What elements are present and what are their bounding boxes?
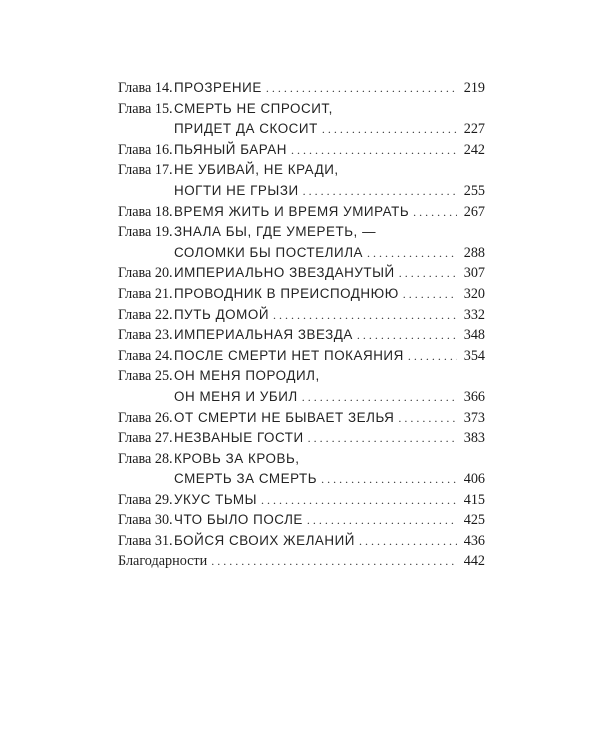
dot-leader (399, 264, 457, 284)
chapter-label: Глава 18. (118, 203, 173, 220)
page-number: 354 (463, 347, 485, 364)
page-number: 219 (463, 80, 485, 96)
chapter-title: ЧТО БЫЛО ПОСЛЕ (174, 512, 303, 528)
chapter-label: Глава 15. (118, 100, 173, 117)
chapter-title: ИМПЕРИАЛЬНО ЗВЕЗДАНУТЫЙ (174, 265, 395, 281)
chapter-label: Глава 29. (118, 491, 173, 508)
page-number: 366 (463, 388, 485, 405)
chapter-label: Глава 20. (118, 265, 173, 282)
toc-line (118, 449, 485, 470)
toc-line (118, 284, 485, 305)
dot-leader (398, 409, 457, 429)
toc-line (118, 140, 485, 161)
chapter-label: Глава 28. (118, 450, 173, 467)
toc-entry (118, 531, 485, 552)
toc-entry (118, 325, 485, 346)
dot-leader (303, 182, 457, 202)
chapter-label: Глава 26. (118, 409, 173, 426)
dot-leader (302, 388, 457, 408)
chapter-title: БОЙСЯ СВОИХ ЖЕЛАНИЙ (174, 533, 355, 549)
page-number: 383 (463, 430, 485, 447)
chapter-title: КРОВЬ ЗА КРОВЬ, (174, 450, 300, 466)
chapter-title: СМЕРТЬ ЗА СМЕРТЬ (174, 471, 318, 487)
chapter-title: СМЕРТЬ НЕ СПРОСИТ, (174, 100, 333, 116)
chapter-label: Глава 23. (118, 327, 173, 344)
toc-entry (118, 510, 485, 531)
dot-leader (413, 203, 457, 223)
toc-entry (118, 408, 485, 429)
dot-leader (308, 429, 457, 449)
toc-entry (118, 490, 485, 511)
toc-line (118, 325, 485, 346)
toc-entry-acknowledgements (118, 552, 485, 572)
chapter-title: ПРИДЕТ ДА СКОСИТ (174, 121, 318, 137)
page-number: 255 (463, 182, 485, 199)
dot-leader (367, 244, 457, 264)
chapter-title: ПУТЬ ДОМОЙ (174, 306, 269, 322)
chapter-title: ПРОЗРЕНИЕ (174, 80, 262, 95)
toc-line (118, 366, 485, 387)
chapter-title: УКУС ТЬМЫ (174, 491, 257, 507)
toc-entry (118, 222, 485, 263)
page-number: 267 (463, 203, 485, 220)
chapter-label: Глава 27. (118, 430, 173, 447)
chapter-title: ПОСЛЕ СМЕРТИ НЕТ ПОКАЯНИЯ (174, 347, 404, 363)
chapter-label: Глава 17. (118, 162, 173, 179)
chapter-title: СОЛОМКИ БЫ ПОСТЕЛИЛА (174, 244, 364, 260)
toc-entry (118, 305, 485, 326)
chapter-title: ЗНАЛА БЫ, ГДЕ УМЕРЕТЬ, — (174, 224, 377, 240)
table-of-contents (118, 78, 485, 571)
dot-leader (321, 470, 457, 490)
chapter-title: НЕ УБИВАЙ, НЕ КРАДИ, (174, 162, 339, 178)
toc-entry (118, 449, 485, 490)
page-number: 307 (463, 265, 485, 282)
acknowledgements-title: Благодарности (118, 552, 208, 569)
chapter-title: ИМПЕРИАЛЬНАЯ ЗВЕЗДА (174, 327, 353, 343)
dot-leader (322, 120, 457, 140)
page-number: 415 (463, 491, 485, 508)
chapter-label: Глава 22. (118, 306, 173, 323)
chapter-title: НЕЗВАНЫЕ ГОСТИ (174, 430, 304, 446)
toc-line (118, 243, 485, 264)
chapter-title: ОН МЕНЯ И УБИЛ (174, 388, 298, 404)
chapter-label: Глава 24. (118, 347, 173, 364)
toc-entry (118, 263, 485, 284)
dot-leader (261, 491, 457, 511)
toc-entry (118, 366, 485, 407)
toc-line (118, 202, 485, 223)
page-number: 288 (463, 244, 485, 261)
dot-leader (273, 306, 457, 326)
toc-line (118, 160, 485, 181)
toc-line (118, 531, 485, 552)
toc-line (118, 469, 485, 490)
toc-line (118, 408, 485, 429)
toc-line (118, 387, 485, 408)
chapter-title: ВРЕМЯ ЖИТЬ И ВРЕМЯ УМИРАТЬ (174, 203, 410, 219)
dot-leader (357, 326, 457, 346)
page-number: 406 (463, 471, 485, 488)
toc-line (118, 346, 485, 367)
toc-line (118, 119, 485, 140)
toc-line (118, 428, 485, 449)
chapter-label: Глава 16. (118, 141, 173, 158)
page-number: 373 (463, 409, 485, 426)
toc-line (118, 552, 485, 572)
toc-line (118, 99, 485, 120)
dot-leader (403, 285, 457, 305)
chapter-title: ОТ СМЕРТИ НЕ БЫВАЕТ ЗЕЛЬЯ (174, 409, 395, 425)
toc-line (118, 305, 485, 326)
toc-line (118, 490, 485, 511)
chapter-title: ПРОВОДНИК В ПРЕИСПОДНЮЮ (174, 285, 399, 301)
chapter-title: НОГТИ НЕ ГРЫЗИ (174, 182, 299, 198)
toc-line (118, 78, 485, 99)
toc-entry (118, 346, 485, 367)
page-number: 436 (463, 533, 485, 550)
toc-entry (118, 202, 485, 223)
chapter-label: Глава 19. (118, 224, 173, 241)
page-number: 320 (463, 285, 485, 302)
page-number: 332 (463, 306, 485, 323)
dot-leader (307, 511, 457, 531)
toc-entry (118, 99, 485, 140)
toc-line (118, 510, 485, 531)
toc-line (118, 263, 485, 284)
dot-leader (266, 79, 457, 99)
chapter-label: Глава 21. (118, 285, 173, 302)
chapter-label: Глава 25. (118, 368, 173, 385)
dot-leader (408, 347, 457, 367)
dot-leader (359, 532, 457, 552)
chapter-title: ПЬЯНЫЙ БАРАН (174, 141, 288, 157)
dot-leader (291, 141, 457, 161)
page-number: 227 (463, 121, 485, 138)
chapter-label: Глава 14. (118, 80, 173, 96)
page-number: 242 (463, 141, 485, 158)
toc-entry (118, 284, 485, 305)
dot-leader (211, 552, 457, 572)
toc-entry (118, 140, 485, 161)
toc-line (118, 222, 485, 243)
toc-entry (118, 160, 485, 201)
toc-line (118, 181, 485, 202)
toc-entry (118, 428, 485, 449)
chapter-label: Глава 30. (118, 512, 173, 529)
page-number: 348 (463, 327, 485, 344)
page-number: 442 (463, 552, 485, 569)
toc-entry (118, 78, 485, 99)
chapter-label: Глава 31. (118, 533, 173, 550)
page-number: 425 (463, 512, 485, 529)
chapter-title: ОН МЕНЯ ПОРОДИЛ, (174, 368, 320, 384)
